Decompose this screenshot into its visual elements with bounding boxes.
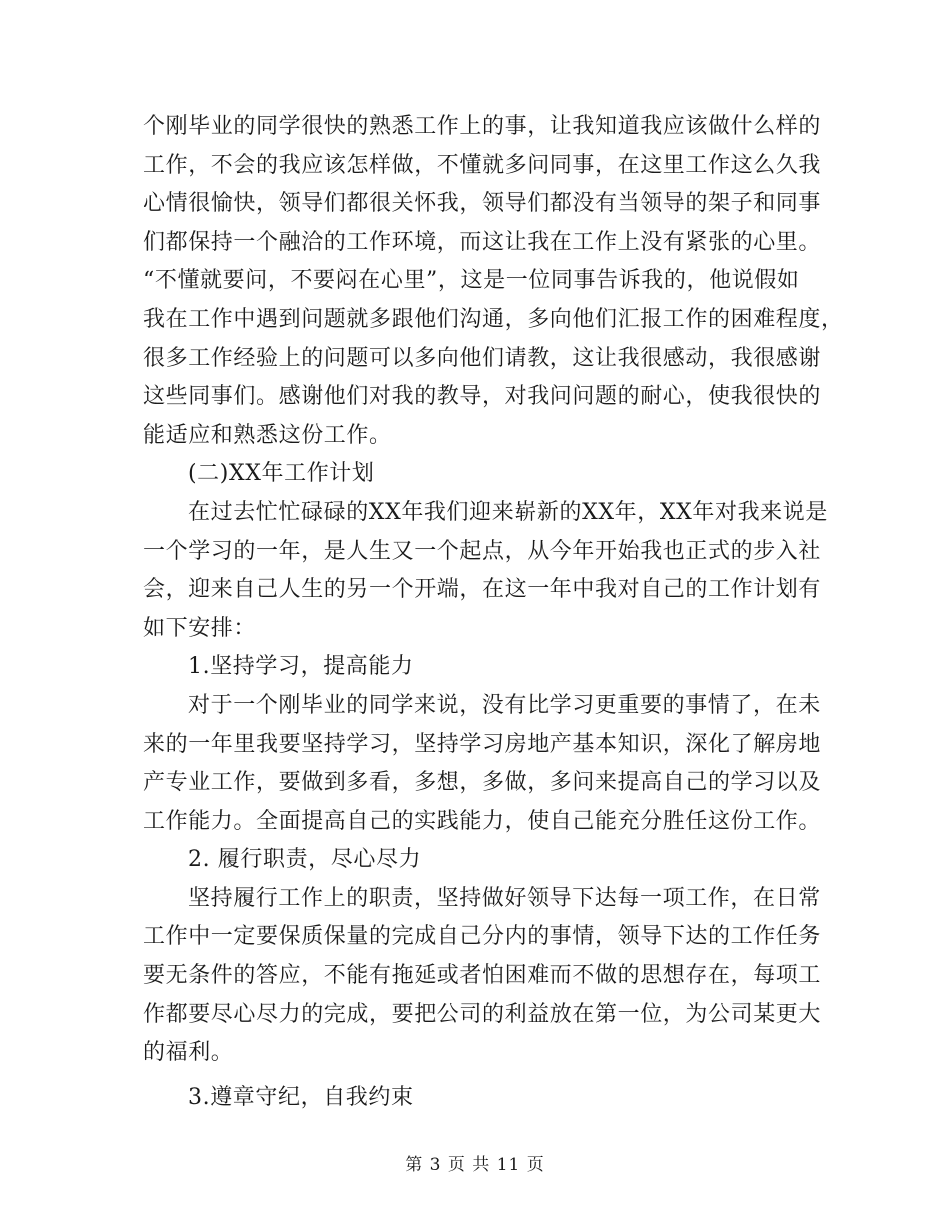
text-line: 对于一个刚毕业的同学来说，没有比学习更重要的事情了，在未 [188, 692, 821, 718]
text-line: 我在工作中遇到问题就多跟他们沟通，多向他们汇报工作的困难程度， [143, 306, 844, 332]
text-line: 能适应和熟悉这份工作。 [143, 422, 392, 448]
text-line: 工作，不会的我应该怎样做，不懂就多问同事，在这里工作这么久我 [143, 152, 822, 178]
footer-label-end: 页 [526, 1155, 545, 1175]
text-line: 们都保持一个融洽的工作环境，而这让我在工作上没有紧张的心里。 [143, 229, 822, 255]
text-line: 会，迎来自己人生的另一个开端，在这一年中我对自己的工作计划有 [143, 577, 822, 603]
text-line: 坚持履行工作上的职责，坚持做好领导下达每一项工作，在日常 [188, 885, 821, 911]
text-line: 个刚毕业的同学很快的熟悉工作上的事，让我知道我应该做什么样的 [143, 114, 822, 139]
text-line: 2. 履行职责，尽心尽力 [188, 847, 422, 873]
text-line: 来的一年里我要坚持学习，坚持学习房地产基本知识，深化了解房地 [143, 731, 822, 757]
footer-label-page: 第 [405, 1155, 424, 1175]
text-line: 的福利。 [143, 1040, 234, 1066]
footer-label-of: 页 共 [447, 1155, 491, 1175]
text-line: 工作能力。全面提高自己的实践能力，使自己能充分胜任这份工作。 [143, 808, 822, 834]
text-line: 一个学习的一年，是人生又一个起点，从今年开始我也正式的步入社 [143, 538, 822, 564]
text-line: 3.遵章守纪，自我约束 [188, 1084, 414, 1110]
text-line: 如下安排： [143, 615, 257, 641]
text-line: 要无条件的答应，不能有拖延或者怕困难而不做的思想存在，每项工 [143, 963, 822, 989]
footer-total-pages: 11 [496, 1155, 521, 1175]
document-body [143, 108, 844, 1117]
text-line: 产专业工作，要做到多看，多想，多做，多问来提高自己的学习以及 [143, 770, 822, 796]
footer-page-number: 3 [429, 1155, 442, 1175]
text-line: 这些同事们。感谢他们对我的教导，对我问问题的耐心，使我很快的 [143, 384, 822, 410]
text-line: “不懂就要问，不要闷在心里”，这是一位同事告诉我的，他说假如 [143, 268, 800, 294]
text-line: 1.坚持学习，提高能力 [188, 654, 414, 680]
text-line: 心情很愉快，领导们都很关怀我，领导们都没有当领导的架子和同事 [143, 191, 822, 217]
text-line: 作都要尽心尽力的完成，要把公司的利益放在第一位，为公司某更大 [143, 1001, 822, 1027]
text-line: 工作中一定要保质保量的完成自己分内的事情，领导下达的工作任务 [143, 924, 822, 950]
text-line: 在过去忙忙碌碌的XX年我们迎来崭新的XX年，XX年对我来说是 [188, 499, 828, 525]
text-line: (二)XX年工作计划 [188, 461, 375, 487]
page-footer [0, 1150, 950, 1175]
text-line: 很多工作经验上的问题可以多向他们请教，这让我很感动，我很感谢 [143, 345, 822, 371]
